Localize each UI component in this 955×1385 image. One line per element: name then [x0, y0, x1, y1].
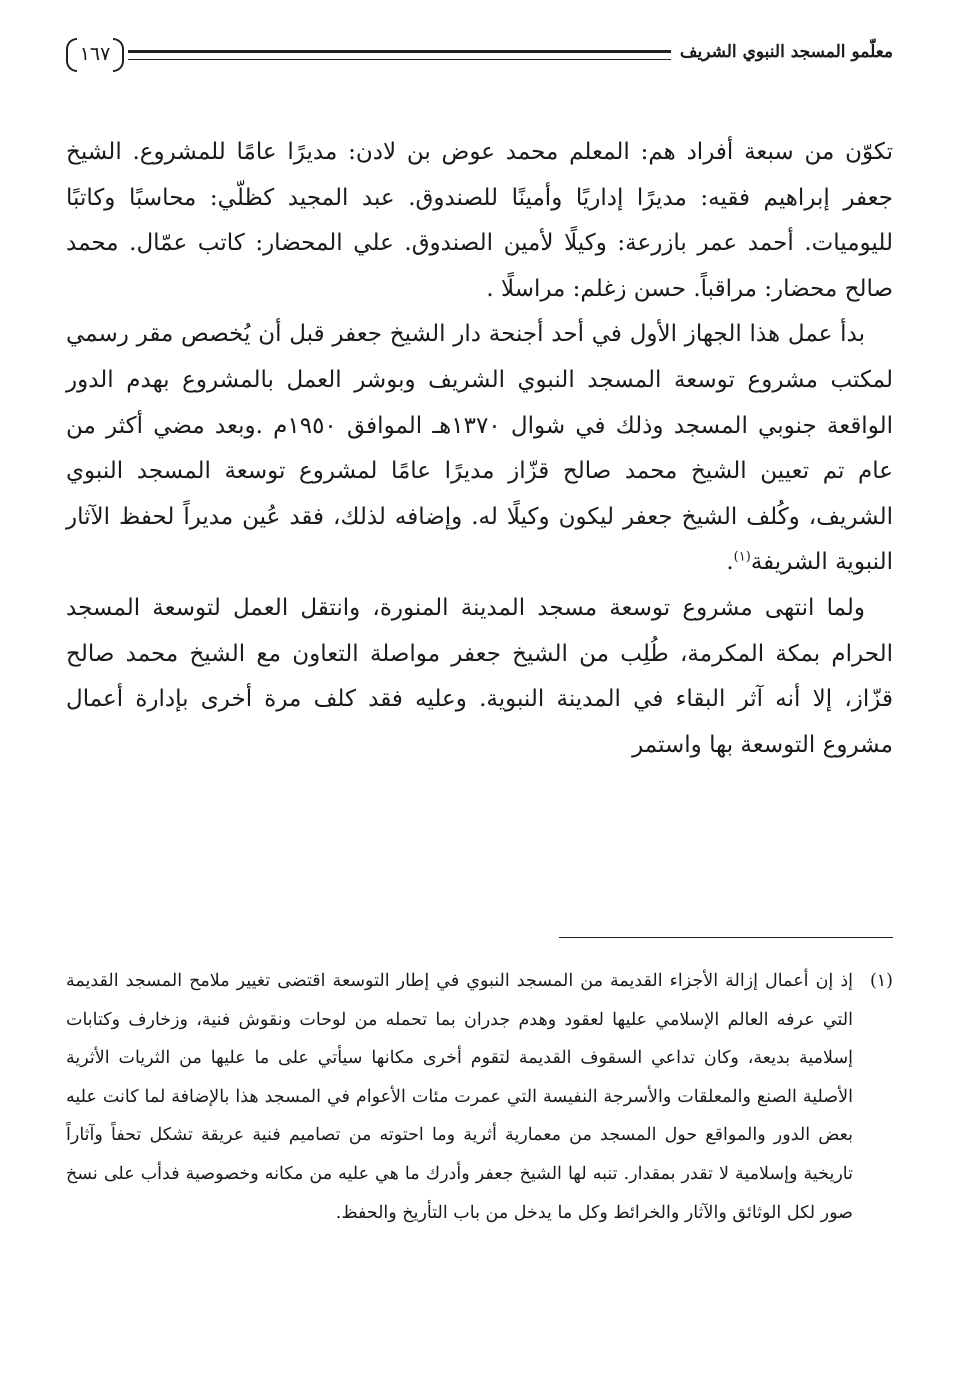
footnote — [66, 962, 893, 1232]
page-number: ١٦٧ — [66, 38, 124, 70]
footnote-reference[interactable]: (١) — [733, 549, 751, 565]
running-header — [66, 36, 893, 76]
paragraph-3: ولما انتهى مشروع توسعة مسجد المدينة المنورة، وانتقل العمل لتوسعة المسجد الحرام بمكة المكرمة، طُلِب من الشيخ جعفر مواصلة التعاون مع الشيخ محمد صالح قزّاز، إلا أنه آثر البقاء في المدينة النبوية. وعليه فقد كلف مرة أخرى بإدارة أعمال مشروع التوسعة بها واستمر — [66, 594, 893, 758]
header-rule — [128, 50, 671, 60]
footnote-body — [66, 962, 893, 1232]
paragraph-2 — [66, 312, 893, 586]
footnote-text: إذ إن أعمال إزالة الأجزاء القديمة من المسجد النبوي في إطار التوسعة اقتضى تغيير ملامح المسجد القديمة التي عرفه العالم الإسلامي عليها لعقود وهدم جدران بما تحمله من لوحات ونقوش فنية، وزخارف وكتابات إسلامية بديعة، وكان تداعي السقوف القديمة لتقوم أخرى مكانها سيأتي على ما عليها من الثريات الأثرية الأصلية الصنع والمعلقات والأسرجة النفيسة التي عمرت مئات الأعوام في المسجد هذا بالإضافة لما كانت عليه بعض الدور والمواقع حول المسجد من معمارية أثرية وما احتوته من تصاميم فنية عريقة تشكل تحفاً وآثاراً تاريخية وإسلامية لا تقدر بمقدار. تنبه لها الشيخ جعفر وأدرك ما هي عليه من مكانه وخصوصية فدأب على نسخ صور لكل الوثائق والآثار والخرائط وكل ما يدخل من باب التأريخ والحفظ. — [66, 971, 853, 1223]
footnote-number: (١) — [869, 971, 893, 991]
paragraph-2-end: . — [726, 549, 734, 576]
paragraph-1: تكوّن من سبعة أفراد هم: المعلم محمد عوض بن لادن: مديرًا عامًا للمشروع. الشيخ جعفر إبراهيم فقيه: مديرًا إداريًا وأمينًا للصندوق. عبد المجيد كظلّي: محاسبًا وكاتبًا لليوميات. أحمد عمر بازرعة: وكيلًا لأمين الصندوق. علي المحضار: كاتب عمّال. محمد صالح محضار: مراقباً. حسن زغلم: مراسلًا . — [66, 139, 893, 302]
running-title: معلّمو المسجد النبوي الشريف — [679, 42, 893, 62]
main-text — [66, 130, 893, 768]
footnote-separator — [559, 937, 893, 938]
paragraph-2-text: بدأ عمل هذا الجهاز الأول في أحد أجنحة دار الشيخ جعفر قبل أن يُخصص مقر رسمي لمكتب مشروع توسعة المسجد النبوي الشريف وبوشر العمل بالمشروع بهدم الدور الواقعة جنوبي المسجد وذلك في شوال ١٣٧٠هـ الموافق ١٩٥٠م .وبعد مضي أكثر من عام تم تعيين الشيخ محمد صالح قزّاز مديرًا عامًا لمشروع توسعة المسجد النبوي الشريف، وكُلف الشيخ جعفر ليكون وكيلًا له. وإضافه لذلك، فقد عُين مديراً لحفظ الآثار النبوية الشريفة — [66, 321, 893, 576]
